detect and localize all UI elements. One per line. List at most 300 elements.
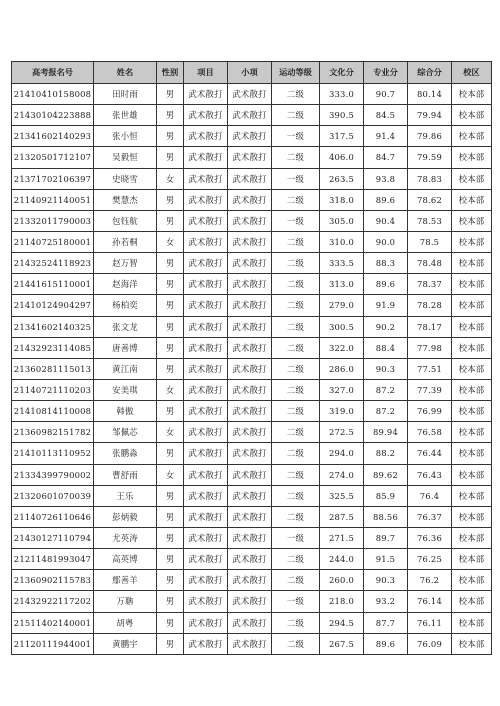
cell-campus: 校本部 [452, 379, 492, 400]
cell-name: 曹舒雨 [94, 464, 157, 485]
table-row [12, 570, 492, 591]
cell-exam-id: 21432524118923 [12, 253, 94, 274]
cell-name: 田时雨 [94, 84, 157, 105]
cell-exam-id: 21410113110952 [12, 443, 94, 464]
column-header-sub-event: 小项 [228, 62, 272, 84]
cell-campus: 校本部 [452, 253, 492, 274]
cell-skill-score: 89.6 [364, 633, 408, 654]
cell-culture-score: 260.0 [320, 570, 364, 591]
cell-skill-score: 90.2 [364, 316, 408, 337]
table-row [12, 379, 492, 400]
cell-campus: 校本部 [452, 422, 492, 443]
cell-event: 武术散打 [184, 570, 228, 591]
cell-sub-event: 武术散打 [228, 443, 272, 464]
cell-campus: 校本部 [452, 316, 492, 337]
cell-gender: 男 [157, 316, 184, 337]
column-header-culture-score: 文化分 [320, 62, 364, 84]
cell-name: 张文龙 [94, 316, 157, 337]
cell-event: 武术散打 [184, 401, 228, 422]
cell-gender: 男 [157, 105, 184, 126]
cell-sport-level: 二级 [272, 379, 320, 400]
cell-gender: 女 [157, 422, 184, 443]
cell-event: 武术散打 [184, 105, 228, 126]
column-header-exam-id: 高考报名号 [12, 62, 94, 84]
table-row [12, 485, 492, 506]
cell-campus: 校本部 [452, 147, 492, 168]
cell-exam-id: 21360982151782 [12, 422, 94, 443]
cell-sub-event: 武术散打 [228, 316, 272, 337]
cell-sub-event: 武术散打 [228, 189, 272, 210]
cell-event: 武术散打 [184, 231, 228, 252]
cell-skill-score: 90.3 [364, 570, 408, 591]
cell-total-score: 76.43 [408, 464, 452, 485]
cell-total-score: 76.25 [408, 549, 452, 570]
cell-name: 吴毅恒 [94, 147, 157, 168]
cell-culture-score: 272.5 [320, 422, 364, 443]
cell-exam-id: 21320501712107 [12, 147, 94, 168]
cell-culture-score: 218.0 [320, 591, 364, 612]
table-row [12, 464, 492, 485]
cell-sport-level: 一级 [272, 126, 320, 147]
column-header-event: 项目 [184, 62, 228, 84]
ranking-table [11, 61, 492, 655]
cell-campus: 校本部 [452, 168, 492, 189]
cell-culture-score: 319.0 [320, 401, 364, 422]
cell-gender: 男 [157, 189, 184, 210]
cell-gender: 男 [157, 506, 184, 527]
table-body [12, 84, 492, 655]
cell-sport-level: 二级 [272, 633, 320, 654]
cell-culture-score: 305.0 [320, 210, 364, 231]
cell-skill-score: 91.9 [364, 295, 408, 316]
cell-gender: 女 [157, 379, 184, 400]
cell-culture-score: 244.0 [320, 549, 364, 570]
cell-skill-score: 93.2 [364, 591, 408, 612]
cell-culture-score: 263.5 [320, 168, 364, 189]
cell-exam-id: 21140721110203 [12, 379, 94, 400]
cell-campus: 校本部 [452, 633, 492, 654]
cell-sport-level: 一级 [272, 591, 320, 612]
cell-event: 武术散打 [184, 126, 228, 147]
cell-event: 武术散打 [184, 549, 228, 570]
cell-total-score: 76.37 [408, 506, 452, 527]
table-header [12, 62, 492, 84]
cell-sub-event: 武术散打 [228, 464, 272, 485]
cell-name: 黄江南 [94, 358, 157, 379]
cell-exam-id: 21334399790002 [12, 464, 94, 485]
cell-culture-score: 287.5 [320, 506, 364, 527]
cell-skill-score: 89.6 [364, 189, 408, 210]
cell-name: 赵海洋 [94, 274, 157, 295]
cell-name: 赵万智 [94, 253, 157, 274]
cell-skill-score: 88.4 [364, 337, 408, 358]
cell-campus: 校本部 [452, 337, 492, 358]
cell-sport-level: 二级 [272, 401, 320, 422]
cell-exam-id: 21371702106397 [12, 168, 94, 189]
cell-exam-id: 21140921140051 [12, 189, 94, 210]
cell-exam-id: 21341602140325 [12, 316, 94, 337]
cell-total-score: 78.37 [408, 274, 452, 295]
cell-skill-score: 89.94 [364, 422, 408, 443]
cell-exam-id: 21332011790003 [12, 210, 94, 231]
cell-name: 韩傲 [94, 401, 157, 422]
cell-campus: 校本部 [452, 612, 492, 633]
cell-sub-event: 武术散打 [228, 295, 272, 316]
cell-name: 胡粤 [94, 612, 157, 633]
cell-campus: 校本部 [452, 358, 492, 379]
cell-name: 鄢善羊 [94, 570, 157, 591]
cell-gender: 男 [157, 253, 184, 274]
cell-sub-event: 武术散打 [228, 527, 272, 548]
cell-sport-level: 二级 [272, 506, 320, 527]
cell-culture-score: 310.0 [320, 231, 364, 252]
cell-skill-score: 88.3 [364, 253, 408, 274]
cell-sub-event: 武术散打 [228, 84, 272, 105]
cell-skill-score: 88.2 [364, 443, 408, 464]
cell-name: 包钰航 [94, 210, 157, 231]
cell-sub-event: 武术散打 [228, 612, 272, 633]
cell-gender: 男 [157, 591, 184, 612]
cell-skill-score: 89.62 [364, 464, 408, 485]
table-row [12, 84, 492, 105]
cell-gender: 男 [157, 274, 184, 295]
table-row [12, 549, 492, 570]
cell-sub-event: 武术散打 [228, 591, 272, 612]
cell-gender: 男 [157, 612, 184, 633]
cell-gender: 男 [157, 295, 184, 316]
cell-campus: 校本部 [452, 126, 492, 147]
cell-event: 武术散打 [184, 612, 228, 633]
cell-culture-score: 286.0 [320, 358, 364, 379]
table-row [12, 210, 492, 231]
column-header-sport-level: 运动等级 [272, 62, 320, 84]
cell-campus: 校本部 [452, 591, 492, 612]
cell-exam-id: 21432923114085 [12, 337, 94, 358]
cell-total-score: 79.94 [408, 105, 452, 126]
table-row [12, 401, 492, 422]
cell-campus: 校本部 [452, 401, 492, 422]
cell-culture-score: 300.5 [320, 316, 364, 337]
cell-name: 杨柏奕 [94, 295, 157, 316]
cell-gender: 男 [157, 84, 184, 105]
cell-campus: 校本部 [452, 506, 492, 527]
cell-campus: 校本部 [452, 464, 492, 485]
cell-total-score: 77.51 [408, 358, 452, 379]
cell-name: 尤英涛 [94, 527, 157, 548]
cell-culture-score: 322.0 [320, 337, 364, 358]
cell-total-score: 76.44 [408, 443, 452, 464]
cell-campus: 校本部 [452, 443, 492, 464]
cell-sport-level: 二级 [272, 295, 320, 316]
cell-name: 唐善博 [94, 337, 157, 358]
cell-culture-score: 325.5 [320, 485, 364, 506]
cell-campus: 校本部 [452, 549, 492, 570]
cell-gender: 男 [157, 210, 184, 231]
cell-skill-score: 87.7 [364, 612, 408, 633]
cell-total-score: 76.11 [408, 612, 452, 633]
cell-sub-event: 武术散打 [228, 506, 272, 527]
cell-campus: 校本部 [452, 570, 492, 591]
cell-name: 安美琪 [94, 379, 157, 400]
cell-exam-id: 21410124904297 [12, 295, 94, 316]
cell-gender: 男 [157, 401, 184, 422]
cell-event: 武术散打 [184, 274, 228, 295]
column-header-name: 姓名 [94, 62, 157, 84]
table-row [12, 105, 492, 126]
cell-sub-event: 武术散打 [228, 105, 272, 126]
cell-event: 武术散打 [184, 147, 228, 168]
cell-culture-score: 333.0 [320, 84, 364, 105]
cell-sport-level: 二级 [272, 358, 320, 379]
cell-total-score: 76.09 [408, 633, 452, 654]
cell-skill-score: 93.8 [364, 168, 408, 189]
cell-skill-score: 85.9 [364, 485, 408, 506]
table-row [12, 189, 492, 210]
cell-total-score: 76.36 [408, 527, 452, 548]
table-row [12, 253, 492, 274]
cell-exam-id: 21360902115783 [12, 570, 94, 591]
cell-culture-score: 333.5 [320, 253, 364, 274]
cell-total-score: 78.48 [408, 253, 452, 274]
cell-total-score: 80.14 [408, 84, 452, 105]
cell-event: 武术散打 [184, 84, 228, 105]
cell-exam-id: 21211481993047 [12, 549, 94, 570]
table-row [12, 612, 492, 633]
table-row [12, 168, 492, 189]
cell-exam-id: 21430104223888 [12, 105, 94, 126]
cell-culture-score: 327.0 [320, 379, 364, 400]
cell-total-score: 76.14 [408, 591, 452, 612]
cell-total-score: 78.62 [408, 189, 452, 210]
table-row [12, 443, 492, 464]
cell-campus: 校本部 [452, 527, 492, 548]
cell-gender: 男 [157, 485, 184, 506]
cell-sport-level: 二级 [272, 84, 320, 105]
cell-gender: 男 [157, 147, 184, 168]
table-row [12, 358, 492, 379]
cell-skill-score: 90.3 [364, 358, 408, 379]
cell-name: 张鹏淼 [94, 443, 157, 464]
cell-skill-score: 91.5 [364, 549, 408, 570]
cell-sport-level: 二级 [272, 443, 320, 464]
cell-event: 武术散打 [184, 210, 228, 231]
cell-event: 武术散打 [184, 527, 228, 548]
cell-skill-score: 89.7 [364, 527, 408, 548]
cell-culture-score: 274.0 [320, 464, 364, 485]
cell-sport-level: 二级 [272, 422, 320, 443]
column-header-gender: 性别 [157, 62, 184, 84]
cell-culture-score: 317.5 [320, 126, 364, 147]
table-row [12, 422, 492, 443]
cell-sub-event: 武术散打 [228, 147, 272, 168]
cell-sport-level: 一级 [272, 168, 320, 189]
table-row [12, 147, 492, 168]
cell-exam-id: 21360281115013 [12, 358, 94, 379]
cell-campus: 校本部 [452, 105, 492, 126]
cell-skill-score: 90.0 [364, 231, 408, 252]
cell-sport-level: 二级 [272, 231, 320, 252]
cell-gender: 女 [157, 464, 184, 485]
cell-total-score: 78.28 [408, 295, 452, 316]
cell-event: 武术散打 [184, 189, 228, 210]
cell-sub-event: 武术散打 [228, 570, 272, 591]
cell-culture-score: 267.5 [320, 633, 364, 654]
column-header-total-score: 综合分 [408, 62, 452, 84]
cell-event: 武术散打 [184, 485, 228, 506]
cell-skill-score: 84.7 [364, 147, 408, 168]
cell-gender: 男 [157, 337, 184, 358]
cell-sub-event: 武术散打 [228, 401, 272, 422]
cell-name: 樊慧杰 [94, 189, 157, 210]
header-row [12, 62, 492, 84]
cell-name: 张世雄 [94, 105, 157, 126]
cell-skill-score: 90.4 [364, 210, 408, 231]
cell-total-score: 76.4 [408, 485, 452, 506]
cell-sub-event: 武术散打 [228, 358, 272, 379]
cell-total-score: 77.39 [408, 379, 452, 400]
cell-exam-id: 21432922117202 [12, 591, 94, 612]
cell-total-score: 78.53 [408, 210, 452, 231]
cell-culture-score: 390.5 [320, 105, 364, 126]
cell-gender: 女 [157, 231, 184, 252]
cell-sport-level: 一级 [272, 210, 320, 231]
cell-culture-score: 294.5 [320, 612, 364, 633]
cell-event: 武术散打 [184, 379, 228, 400]
cell-sub-event: 武术散打 [228, 485, 272, 506]
cell-name: 邹佩芯 [94, 422, 157, 443]
cell-name: 孙若桐 [94, 231, 157, 252]
cell-name: 张小恒 [94, 126, 157, 147]
cell-sub-event: 武术散打 [228, 126, 272, 147]
cell-skill-score: 87.2 [364, 401, 408, 422]
cell-name: 万聃 [94, 591, 157, 612]
cell-event: 武术散打 [184, 316, 228, 337]
cell-exam-id: 21341602140293 [12, 126, 94, 147]
cell-skill-score: 90.7 [364, 84, 408, 105]
cell-exam-id: 21410814110008 [12, 401, 94, 422]
cell-gender: 男 [157, 126, 184, 147]
cell-culture-score: 271.5 [320, 527, 364, 548]
cell-exam-id: 21430127110794 [12, 527, 94, 548]
cell-gender: 男 [157, 549, 184, 570]
cell-exam-id: 21320601070039 [12, 485, 94, 506]
cell-name: 王乐 [94, 485, 157, 506]
cell-sub-event: 武术散打 [228, 274, 272, 295]
cell-sub-event: 武术散打 [228, 549, 272, 570]
cell-total-score: 78.5 [408, 231, 452, 252]
cell-event: 武术散打 [184, 168, 228, 189]
cell-total-score: 78.17 [408, 316, 452, 337]
cell-campus: 校本部 [452, 84, 492, 105]
cell-name: 高英博 [94, 549, 157, 570]
cell-exam-id: 21140726110646 [12, 506, 94, 527]
cell-sport-level: 二级 [272, 570, 320, 591]
cell-campus: 校本部 [452, 485, 492, 506]
cell-skill-score: 88.56 [364, 506, 408, 527]
cell-total-score: 79.59 [408, 147, 452, 168]
cell-sport-level: 二级 [272, 549, 320, 570]
cell-skill-score: 84.5 [364, 105, 408, 126]
cell-culture-score: 318.0 [320, 189, 364, 210]
cell-culture-score: 294.0 [320, 443, 364, 464]
cell-event: 武术散打 [184, 591, 228, 612]
cell-sub-event: 武术散打 [228, 168, 272, 189]
cell-sub-event: 武术散打 [228, 231, 272, 252]
cell-gender: 男 [157, 570, 184, 591]
cell-skill-score: 91.4 [364, 126, 408, 147]
cell-culture-score: 279.0 [320, 295, 364, 316]
cell-culture-score: 406.0 [320, 147, 364, 168]
cell-sub-event: 武术散打 [228, 337, 272, 358]
cell-sport-level: 二级 [272, 464, 320, 485]
table-row [12, 316, 492, 337]
cell-gender: 女 [157, 168, 184, 189]
column-header-campus: 校区 [452, 62, 492, 84]
cell-sub-event: 武术散打 [228, 379, 272, 400]
cell-sport-level: 二级 [272, 189, 320, 210]
cell-sport-level: 二级 [272, 253, 320, 274]
cell-sport-level: 一级 [272, 527, 320, 548]
table-row [12, 337, 492, 358]
cell-event: 武术散打 [184, 506, 228, 527]
table-row [12, 633, 492, 654]
cell-campus: 校本部 [452, 274, 492, 295]
cell-sub-event: 武术散打 [228, 633, 272, 654]
cell-campus: 校本部 [452, 189, 492, 210]
cell-total-score: 76.99 [408, 401, 452, 422]
cell-sport-level: 二级 [272, 274, 320, 295]
cell-gender: 男 [157, 633, 184, 654]
table-row [12, 591, 492, 612]
cell-total-score: 76.2 [408, 570, 452, 591]
cell-sub-event: 武术散打 [228, 422, 272, 443]
cell-exam-id: 21410410158008 [12, 84, 94, 105]
cell-campus: 校本部 [452, 231, 492, 252]
cell-sport-level: 二级 [272, 337, 320, 358]
cell-exam-id: 21140725180001 [12, 231, 94, 252]
column-header-skill-score: 专业分 [364, 62, 408, 84]
cell-total-score: 79.86 [408, 126, 452, 147]
cell-sport-level: 二级 [272, 316, 320, 337]
cell-sport-level: 二级 [272, 485, 320, 506]
cell-event: 武术散打 [184, 253, 228, 274]
table-row [12, 274, 492, 295]
cell-campus: 校本部 [452, 295, 492, 316]
cell-event: 武术散打 [184, 464, 228, 485]
cell-event: 武术散打 [184, 443, 228, 464]
cell-sport-level: 二级 [272, 147, 320, 168]
cell-skill-score: 87.2 [364, 379, 408, 400]
table-row [12, 506, 492, 527]
table-row [12, 295, 492, 316]
cell-sub-event: 武术散打 [228, 253, 272, 274]
cell-gender: 男 [157, 527, 184, 548]
cell-exam-id: 21441615110001 [12, 274, 94, 295]
cell-event: 武术散打 [184, 358, 228, 379]
cell-name: 黄鹏宇 [94, 633, 157, 654]
cell-total-score: 76.58 [408, 422, 452, 443]
cell-sport-level: 二级 [272, 105, 320, 126]
cell-gender: 男 [157, 443, 184, 464]
table-row [12, 527, 492, 548]
cell-exam-id: 21511402140001 [12, 612, 94, 633]
table-row [12, 231, 492, 252]
cell-sub-event: 武术散打 [228, 210, 272, 231]
cell-event: 武术散打 [184, 422, 228, 443]
cell-total-score: 77.98 [408, 337, 452, 358]
cell-name: 史晓雪 [94, 168, 157, 189]
cell-gender: 男 [157, 358, 184, 379]
